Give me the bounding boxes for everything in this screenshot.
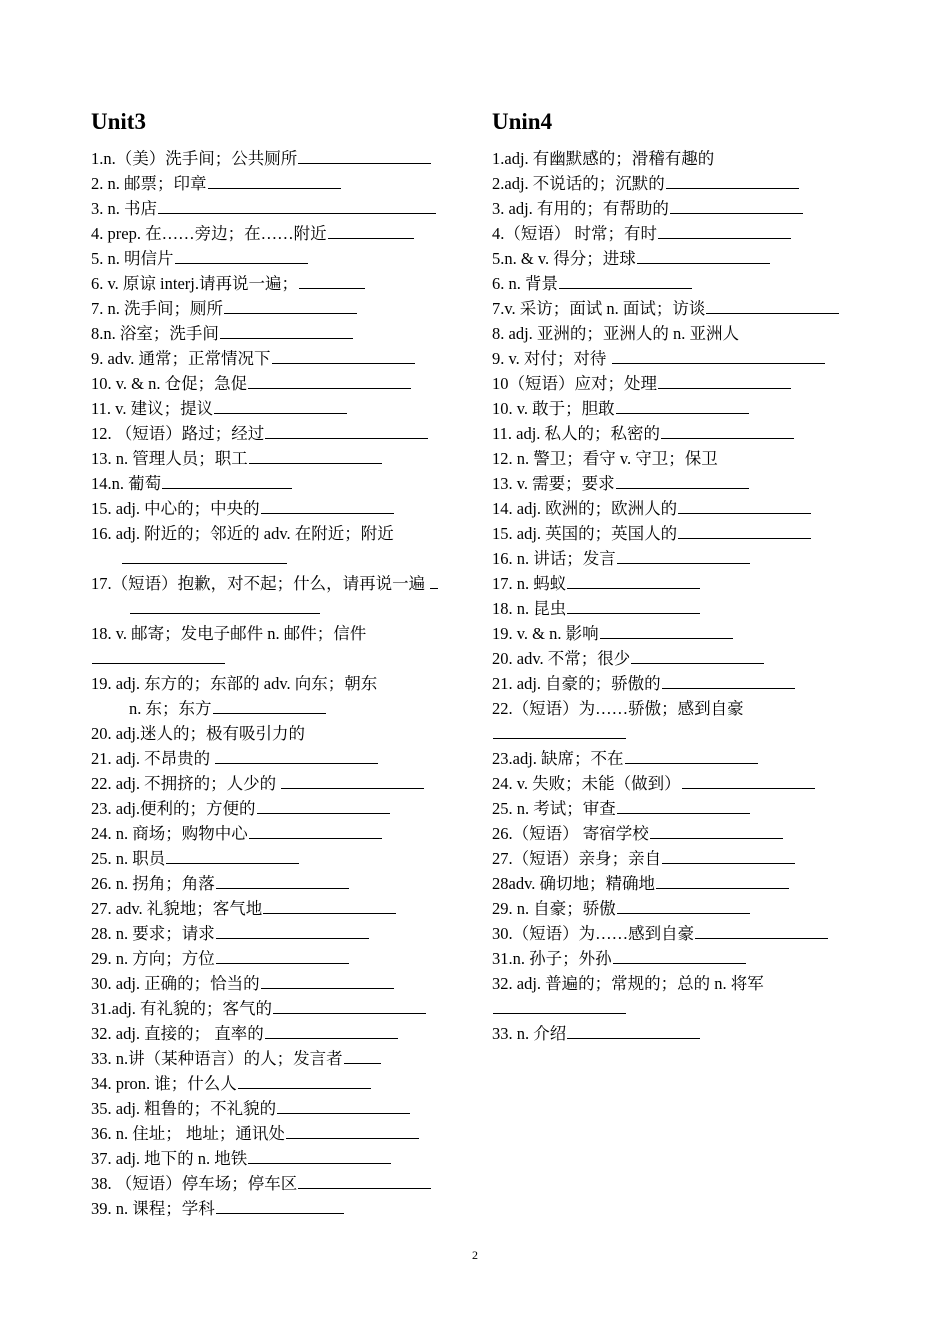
list-item: 19. adj. 东方的；东部的 adv. 向东；朝东 bbox=[91, 674, 378, 693]
list-item: 11. v. 建议；提议 bbox=[91, 396, 471, 421]
list-item: 5.n. & v. 得分；进球 bbox=[492, 246, 872, 271]
list-item: 10（短语）应对；处理 bbox=[492, 371, 872, 396]
list-item: 24. n. 商场；购物中心 bbox=[91, 821, 471, 846]
list-item: 27. adv. 礼貌地；客气地 bbox=[91, 896, 471, 921]
list-item: 8. adj. 亚洲的；亚洲人的 n. 亚洲人 bbox=[492, 324, 740, 343]
unit4-column bbox=[492, 108, 872, 1046]
list-item: 14.n. 葡萄 bbox=[91, 471, 471, 496]
list-item: 27.（短语）亲身；亲自 bbox=[492, 846, 872, 871]
list-item: 33. n. 介绍 bbox=[492, 1021, 872, 1046]
unit3-list bbox=[91, 146, 471, 1221]
list-item: n. 东；东方 bbox=[91, 696, 471, 721]
list-item: 26. n. 拐角；角落 bbox=[91, 871, 471, 896]
list-item: 9. v. 对付；对待 bbox=[492, 346, 872, 371]
list-item: 3. adj. 有用的；有帮助的 bbox=[492, 196, 872, 221]
list-item: 14. adj. 欧洲的；欧洲人的 bbox=[492, 496, 872, 521]
list-item: 10. v. 敢于；胆敢 bbox=[492, 396, 872, 421]
list-item: 30. adj. 正确的；恰当的 bbox=[91, 971, 471, 996]
unit3-title: Unit3 bbox=[91, 109, 146, 134]
list-item: 9. adv. 通常；正常情况下 bbox=[91, 346, 471, 371]
list-item: 23. adj.便利的；方便的 bbox=[91, 796, 471, 821]
list-item: 12. n. 警卫；看守 v. 守卫；保卫 bbox=[492, 449, 718, 468]
list-item: 12. （短语）路过；经过 bbox=[91, 421, 471, 446]
list-item: 4. prep. 在……旁边；在……附近 bbox=[91, 221, 471, 246]
list-item: 28. n. 要求；请求 bbox=[91, 921, 471, 946]
list-item: 7.v. 采访；面试 n. 面试；访谈 bbox=[492, 296, 872, 321]
list-item: 26.（短语） 寄宿学校 bbox=[492, 821, 872, 846]
list-item: 22. adj. 不拥挤的；人少的 bbox=[91, 771, 471, 796]
list-item: 17. n. 蚂蚁 bbox=[492, 571, 872, 596]
unit4-title: Unin4 bbox=[492, 109, 553, 134]
list-item: 1.n.（美）洗手间；公共厕所 bbox=[91, 146, 471, 171]
list-item: 16. adj. 附近的；邻近的 adv. 在附近；附近 bbox=[91, 521, 471, 571]
list-item: 21. adj. 不昂贵的 bbox=[91, 746, 471, 771]
list-item: 2.adj. 不说话的；沉默的 bbox=[492, 171, 872, 196]
list-item: 21. adj. 自豪的；骄傲的 bbox=[492, 671, 872, 696]
list-item: 34. pron. 谁；什么人 bbox=[91, 1071, 471, 1096]
list-item: 19. v. & n. 影响 bbox=[492, 621, 872, 646]
list-item: 16. n. 讲话；发言 bbox=[492, 546, 872, 571]
list-item: 31.adj. 有礼貌的；客气的 bbox=[91, 996, 471, 1021]
list-item: 6. n. 背景 bbox=[492, 271, 872, 296]
list-item: 20. adv. 不常；很少 bbox=[492, 646, 872, 671]
list-item: 33. n.讲（某种语言）的人；发言者 bbox=[91, 1046, 471, 1071]
list-item: 17.（短语）抱歉，对不起；什么，请再说一遍 bbox=[91, 571, 471, 621]
list-item: 15. adj. 英国的；英国人的 bbox=[492, 521, 872, 546]
list-item: 35. adj. 粗鲁的；不礼貌的 bbox=[91, 1096, 471, 1121]
list-item: 18. v. 邮寄；发电子邮件 n. 邮件；信件 bbox=[91, 621, 471, 671]
list-item: 11. adj. 私人的；私密的 bbox=[492, 421, 872, 446]
list-item: 30.（短语）为……感到自豪 bbox=[492, 921, 872, 946]
list-item: 20. adj.迷人的；极有吸引力的 bbox=[91, 724, 306, 743]
list-item: 15. adj. 中心的；中央的 bbox=[91, 496, 471, 521]
list-item: 22.（短语）为……骄傲；感到自豪 bbox=[492, 696, 872, 746]
list-item: 7. n. 洗手间；厕所 bbox=[91, 296, 471, 321]
unit3-column bbox=[91, 108, 471, 1221]
list-item: 18. n. 昆虫 bbox=[492, 596, 872, 621]
list-item: 32. adj. 普遍的；常规的；总的 n. 将军 bbox=[492, 971, 872, 1021]
list-item: 29. n. 方向；方位 bbox=[91, 946, 471, 971]
list-item: 3. n. 书店 bbox=[91, 196, 471, 221]
list-item: 38. （短语）停车场；停车区 bbox=[91, 1171, 471, 1196]
list-item: 28adv. 确切地；精确地 bbox=[492, 871, 872, 896]
list-item: 13. v. 需要；要求 bbox=[492, 471, 872, 496]
list-item: 23.adj. 缺席；不在 bbox=[492, 746, 872, 771]
list-item: 24. v. 失败；未能（做到） bbox=[492, 771, 872, 796]
list-item: 13. n. 管理人员；职工 bbox=[91, 446, 471, 471]
list-item: 39. n. 课程；学科 bbox=[91, 1196, 471, 1221]
list-item: 25. n. 职员 bbox=[91, 846, 471, 871]
list-item: 6. v. 原谅 interj.请再说一遍； bbox=[91, 271, 471, 296]
list-item: 5. n. 明信片 bbox=[91, 246, 471, 271]
list-item: 37. adj. 地下的 n. 地铁 bbox=[91, 1146, 471, 1171]
list-item: 32. adj. 直接的； 直率的 bbox=[91, 1021, 471, 1046]
unit4-list bbox=[492, 146, 872, 1046]
list-item: 36. n. 住址； 地址；通讯处 bbox=[91, 1121, 471, 1146]
list-item: 2. n. 邮票；印章 bbox=[91, 171, 471, 196]
list-item: 4.（短语） 时常；有时 bbox=[492, 221, 872, 246]
list-item: 8.n. 浴室；洗手间 bbox=[91, 321, 471, 346]
list-item: 1.adj. 有幽默感的；滑稽有趣的 bbox=[492, 149, 715, 168]
list-item: 31.n. 孙子；外孙 bbox=[492, 946, 872, 971]
page-number: 2 bbox=[472, 1248, 478, 1262]
list-item: 29. n. 自豪；骄傲 bbox=[492, 896, 872, 921]
list-item: 25. n. 考试；审查 bbox=[492, 796, 872, 821]
list-item: 10. v. & n. 仓促；急促 bbox=[91, 371, 471, 396]
